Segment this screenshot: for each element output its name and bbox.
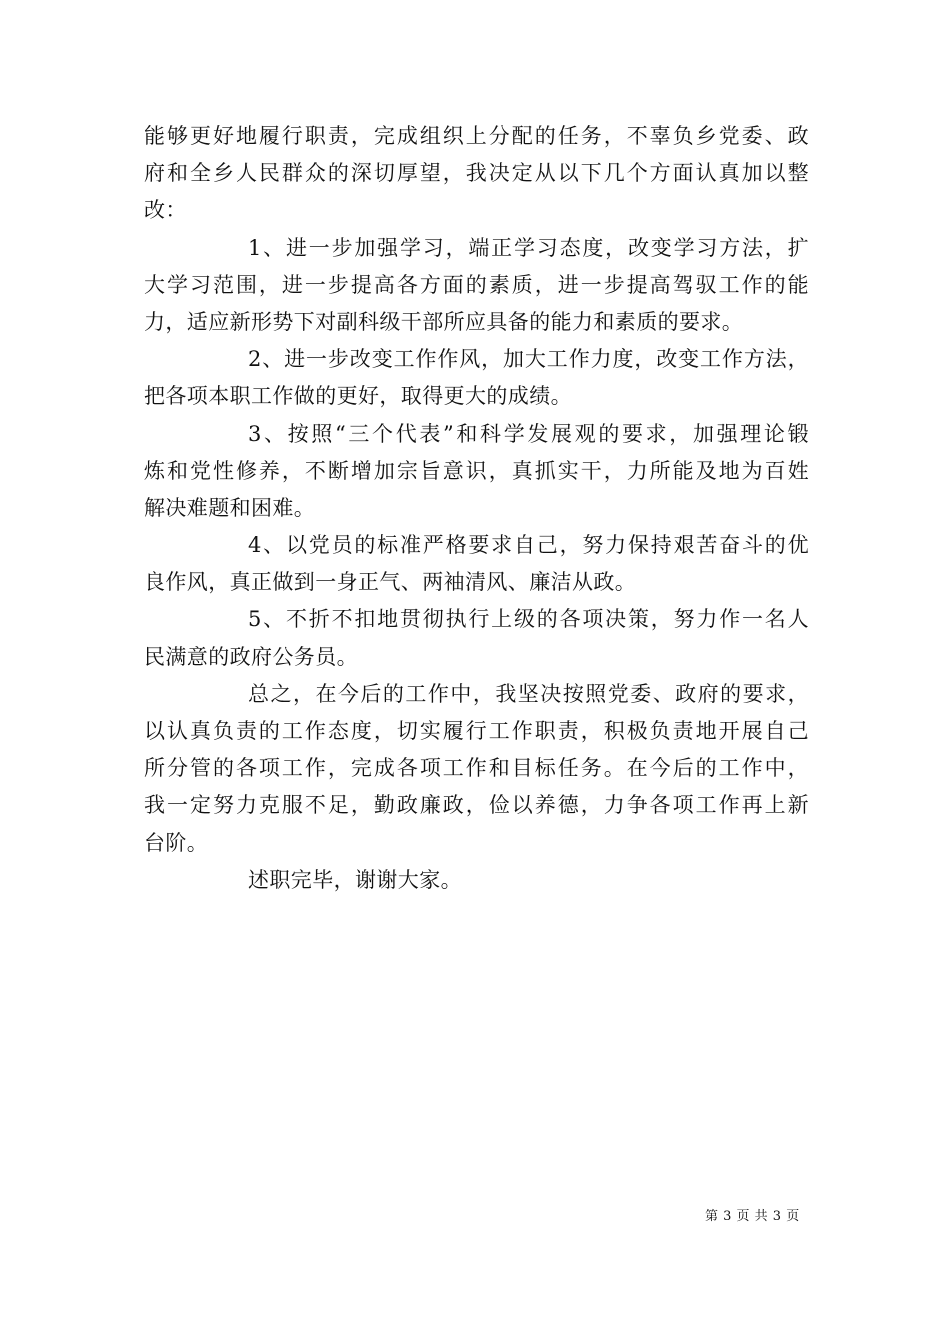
page-number: 第 3 页 共 3 页 xyxy=(705,1209,800,1224)
text-line: 述职完毕，谢谢大家。 xyxy=(248,867,462,892)
text-line: 4、以党员的标准严格要求自己，努力保持艰苦奋斗的优 xyxy=(248,533,809,558)
document-body xyxy=(144,118,809,899)
text-line: 2、进一步改变工作作风，加大工作力度，改变工作方法， xyxy=(248,347,809,372)
text-line: 力，适应新形势下对副科级干部所应具备的能力和素质的要求。 xyxy=(144,309,744,334)
text-line: 5、不折不扣地贯彻执行上级的各项决策，努力作一名人 xyxy=(248,607,809,632)
text-line: 1、进一步加强学习，端正学习态度，改变学习方法，扩 xyxy=(248,235,809,260)
text-line: 大学习范围，进一步提高各方面的素质，进一步提高驾驭工作的能 xyxy=(144,272,809,297)
text-line: 以认真负责的工作态度，切实履行工作职责，积极负责地开展自己 xyxy=(144,719,809,743)
text-line: 我一定努力克服不足，勤政廉政，俭以养德，力争各项工作再上新 xyxy=(144,793,809,818)
text-line: 解决难题和困难。 xyxy=(144,495,316,520)
text-line: 良作风，真正做到一身正气、两袖清风、廉洁从政。 xyxy=(144,570,637,595)
text-line: 3、按照“三个代表”和科学发展观的要求，加强理论锻 xyxy=(248,421,809,446)
text-line: 总之，在今后的工作中，我坚决按照党委、政府的要求， xyxy=(248,681,809,706)
text-line: 台阶。 xyxy=(144,830,209,855)
text-line: 改： xyxy=(144,198,187,223)
text-line: 炼和党性修养，不断增加宗旨意识，真抓实干，力所能及地为百姓 xyxy=(144,458,809,483)
text-line: 民满意的政府公务员。 xyxy=(144,644,358,669)
text-line: 能够更好地履行职责，完成组织上分配的任务，不辜负乡党委、政 xyxy=(144,124,809,148)
text-line: 所分管的各项工作，完成各项工作和目标任务。在今后的工作中， xyxy=(144,756,809,781)
text-line: 府和全乡人民群众的深切厚望，我决定从以下几个方面认真加以整 xyxy=(144,161,809,186)
text-line: 把各项本职工作做的更好，取得更大的成绩。 xyxy=(144,384,572,409)
